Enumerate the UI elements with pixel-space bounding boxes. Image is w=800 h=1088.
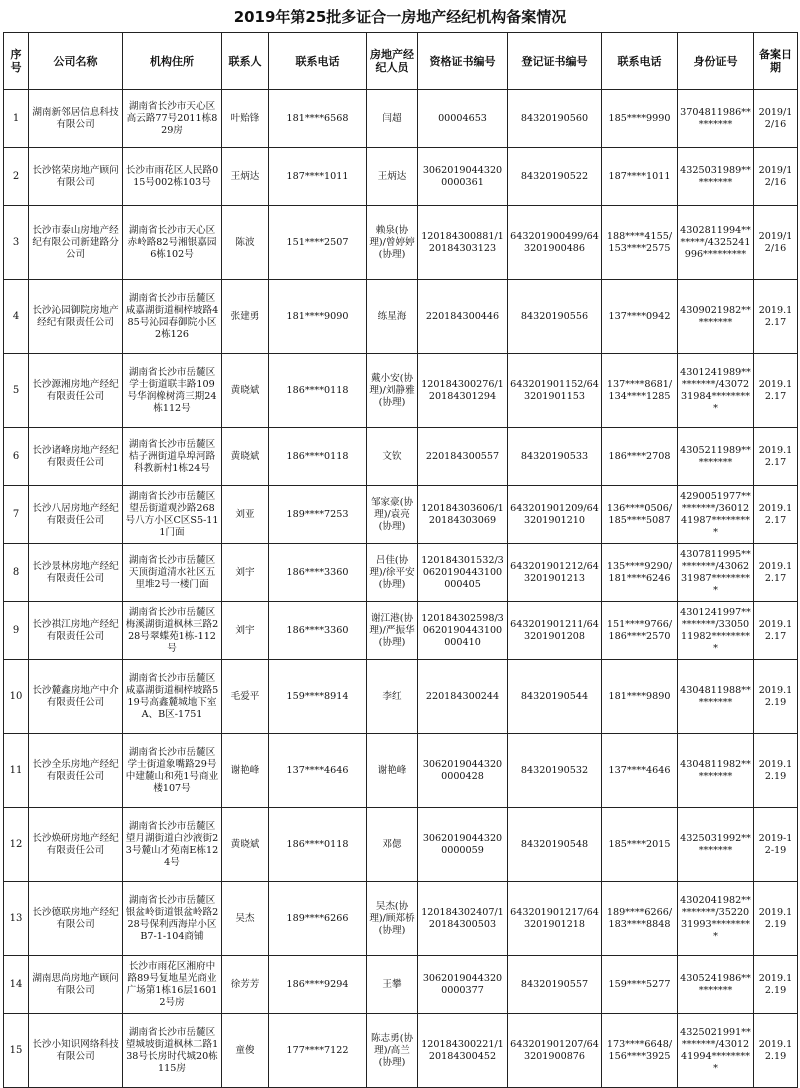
cell-no: 1 — [4, 90, 29, 148]
cell-no: 9 — [4, 602, 29, 660]
cell-address: 湖南省长沙市岳麓区学士街道联丰路109号华润橡树湾三期24栋112号 — [123, 354, 222, 428]
cell-agent-phone: 135****9290/181****6246 — [602, 544, 678, 602]
cell-phone: 151****2507 — [269, 206, 367, 280]
table-row — [4, 148, 798, 206]
cell-registration-no: 84320190556 — [508, 280, 602, 354]
table-row — [4, 660, 798, 734]
header-agent: 房地产经纪人员 — [367, 33, 418, 90]
cell-id-number: 4305211989********* — [678, 428, 754, 486]
header-address: 机构住所 — [123, 33, 222, 90]
cell-no: 7 — [4, 486, 29, 544]
cell-contact: 叶贻锋 — [222, 90, 269, 148]
table-row — [4, 1014, 798, 1088]
cell-no: 10 — [4, 660, 29, 734]
cell-no: 11 — [4, 734, 29, 808]
cell-phone: 186****0118 — [269, 808, 367, 882]
cell-qualification-no: 30620190443200000361 — [418, 148, 508, 206]
cell-filing-date: 2019.12.19 — [754, 734, 798, 808]
cell-phone: 181****6568 — [269, 90, 367, 148]
cell-contact: 黄晓斌 — [222, 808, 269, 882]
cell-no: 4 — [4, 280, 29, 354]
table-row — [4, 808, 798, 882]
cell-phone: 186****3360 — [269, 602, 367, 660]
header-registration-no: 登记证书编号 — [508, 33, 602, 90]
cell-address: 湖南省长沙市岳麓区望岳街道观沙路268号八方小区C区S5-111门面 — [123, 486, 222, 544]
cell-phone: 159****8914 — [269, 660, 367, 734]
cell-address: 湖南省长沙市岳麓区天顶街道清水社区五里堆2号一楼门面 — [123, 544, 222, 602]
cell-agent-phone: 188****4155/153****2575 — [602, 206, 678, 280]
cell-phone: 187****1011 — [269, 148, 367, 206]
cell-filing-date: 2019.12.17 — [754, 486, 798, 544]
cell-agent-phone: 189****6266/183****8848 — [602, 882, 678, 956]
cell-qualification-no: 120184303606/120184303069 — [418, 486, 508, 544]
cell-filing-date: 2019.12.17 — [754, 354, 798, 428]
cell-agent-phone: 186****2708 — [602, 428, 678, 486]
cell-company: 长沙诸峰房地产经纪有限责任公司 — [29, 428, 123, 486]
cell-company: 长沙小知识网络科技有限公司 — [29, 1014, 123, 1088]
cell-contact: 谢艳峰 — [222, 734, 269, 808]
cell-agent: 陈志勇(协理)/高兰(协理) — [367, 1014, 418, 1088]
header-filing-date: 备案日期 — [754, 33, 798, 90]
cell-id-number: 4301241989*********/4307231984********* — [678, 354, 754, 428]
cell-agent: 谢江港(协理)/严振华(协理) — [367, 602, 418, 660]
cell-address: 湖南省长沙市天心区高云路77号2011栋829房 — [123, 90, 222, 148]
cell-filing-date: 2019.12.17 — [754, 544, 798, 602]
header-no: 序号 — [4, 33, 29, 90]
cell-qualification-no: 120184301532/30620190443100000405 — [418, 544, 508, 602]
header-agent-phone: 联系电话 — [602, 33, 678, 90]
cell-agent-phone: 159****5277 — [602, 956, 678, 1014]
cell-qualification-no: 30620190443200000428 — [418, 734, 508, 808]
cell-agent: 王炳达 — [367, 148, 418, 206]
cell-agent-phone: 185****2015 — [602, 808, 678, 882]
cell-contact: 毛爱平 — [222, 660, 269, 734]
cell-agent: 吕佳(协理)/徐平安(协理) — [367, 544, 418, 602]
cell-filing-date: 2019.12.17 — [754, 428, 798, 486]
cell-agent: 邹家豪(协理)/袁亮(协理) — [367, 486, 418, 544]
page-title: 2019年第25批多证合一房地产经纪机构备案情况 — [233, 8, 567, 26]
cell-id-number: 4325031989********* — [678, 148, 754, 206]
cell-registration-no: 84320190522 — [508, 148, 602, 206]
cell-filing-date: 2019.12.19 — [754, 1014, 798, 1088]
cell-company: 长沙铭荣房地产顾问有限公司 — [29, 148, 123, 206]
cell-agent-phone: 151****9766/186****2570 — [602, 602, 678, 660]
cell-phone: 186****9294 — [269, 956, 367, 1014]
cell-agent: 戴小安(协理)/刘静雅(协理) — [367, 354, 418, 428]
cell-id-number: 4325021991*********/4301241994********* — [678, 1014, 754, 1088]
cell-filing-date: 2019.12.17 — [754, 280, 798, 354]
table-row — [4, 90, 798, 148]
cell-agent-phone: 137****4646 — [602, 734, 678, 808]
cell-phone: 189****6266 — [269, 882, 367, 956]
cell-address: 长沙市雨花区人民路015号002栋103号 — [123, 148, 222, 206]
header-qualification-no: 资格证书编号 — [418, 33, 508, 90]
cell-id-number: 4309021982********* — [678, 280, 754, 354]
cell-id-number: 4307811995*********/4306231987********* — [678, 544, 754, 602]
cell-address: 长沙市雨花区湘府中路89号复地星光商业广场第1栋16层16012号房 — [123, 956, 222, 1014]
cell-registration-no: 643201901209/643201901210 — [508, 486, 602, 544]
cell-qualification-no: 120184302598/30620190443100000410 — [418, 602, 508, 660]
cell-qualification-no: 120184300221/120184300452 — [418, 1014, 508, 1088]
cell-agent: 吴杰(协理)/顾郑桥(协理) — [367, 882, 418, 956]
cell-contact: 黄晓斌 — [222, 428, 269, 486]
cell-no: 3 — [4, 206, 29, 280]
cell-id-number: 3704811986********* — [678, 90, 754, 148]
cell-address: 湖南省长沙市岳麓区桔子洲街道阜埠河路科教新村1栋24号 — [123, 428, 222, 486]
cell-filing-date: 2019/12/16 — [754, 90, 798, 148]
cell-company: 长沙祺江房地产经纪有限责任公司 — [29, 602, 123, 660]
cell-agent: 谢艳峰 — [367, 734, 418, 808]
cell-filing-date: 2019.12.19 — [754, 956, 798, 1014]
cell-registration-no: 84320190560 — [508, 90, 602, 148]
cell-phone: 189****7253 — [269, 486, 367, 544]
table-row — [4, 428, 798, 486]
cell-filing-date: 2019/12/16 — [754, 206, 798, 280]
cell-phone: 186****3360 — [269, 544, 367, 602]
cell-registration-no: 643201900499/643201900486 — [508, 206, 602, 280]
cell-registration-no: 84320190557 — [508, 956, 602, 1014]
cell-address: 湖南省长沙市岳麓区咸嘉湖街道桐梓坡路519号高鑫麓城地下室A、B区-1751 — [123, 660, 222, 734]
cell-registration-no: 84320190548 — [508, 808, 602, 882]
cell-company: 长沙源湘房地产经纪有限责任公司 — [29, 354, 123, 428]
cell-registration-no: 643201901212/643201901213 — [508, 544, 602, 602]
cell-contact: 刘宇 — [222, 602, 269, 660]
cell-registration-no: 84320190533 — [508, 428, 602, 486]
cell-address: 湖南省长沙市岳麓区望城坡街道枫林二路138号长房时代城20栋115房 — [123, 1014, 222, 1088]
cell-qualification-no: 220184300244 — [418, 660, 508, 734]
cell-address: 湖南省长沙市岳麓区银盆岭街道银盆岭路228号保利西海岸小区B7-1-104商铺 — [123, 882, 222, 956]
cell-phone: 181****9090 — [269, 280, 367, 354]
cell-registration-no: 643201901211/643201901208 — [508, 602, 602, 660]
cell-no: 14 — [4, 956, 29, 1014]
cell-agent-phone: 187****1011 — [602, 148, 678, 206]
cell-agent: 闫超 — [367, 90, 418, 148]
cell-phone: 177****7122 — [269, 1014, 367, 1088]
cell-no: 15 — [4, 1014, 29, 1088]
cell-qualification-no: 30620190443200000059 — [418, 808, 508, 882]
cell-registration-no: 84320190544 — [508, 660, 602, 734]
cell-filing-date: 2019-12-19 — [754, 808, 798, 882]
cell-id-number: 4302041982*********/3522031993********* — [678, 882, 754, 956]
cell-no: 5 — [4, 354, 29, 428]
cell-agent-phone: 173****6648/156****3925 — [602, 1014, 678, 1088]
cell-agent: 练星海 — [367, 280, 418, 354]
cell-agent: 赖泉(协理)/曾婷婷(协理) — [367, 206, 418, 280]
table-row — [4, 354, 798, 428]
cell-no: 12 — [4, 808, 29, 882]
header-id-number: 身份证号 — [678, 33, 754, 90]
cell-contact: 童俊 — [222, 1014, 269, 1088]
cell-agent: 王攀 — [367, 956, 418, 1014]
cell-phone: 137****4646 — [269, 734, 367, 808]
cell-id-number: 4325031992********* — [678, 808, 754, 882]
table-row — [4, 734, 798, 808]
cell-filing-date: 2019.12.19 — [754, 882, 798, 956]
table-row — [4, 544, 798, 602]
filing-table — [3, 32, 798, 1088]
cell-company: 湖南新邻居信息科技有限公司 — [29, 90, 123, 148]
cell-agent: 邓偲 — [367, 808, 418, 882]
header-company: 公司名称 — [29, 33, 123, 90]
cell-company: 长沙全乐房地产经纪有限责任公司 — [29, 734, 123, 808]
cell-contact: 陈波 — [222, 206, 269, 280]
cell-registration-no: 84320190532 — [508, 734, 602, 808]
cell-company: 湖南思尚房地产顾问有限公司 — [29, 956, 123, 1014]
table-row — [4, 602, 798, 660]
header-contact: 联系人 — [222, 33, 269, 90]
table-row — [4, 956, 798, 1014]
cell-contact: 黄晓斌 — [222, 354, 269, 428]
cell-company: 长沙八居房地产经纪有限责任公司 — [29, 486, 123, 544]
cell-address: 湖南省长沙市岳麓区学士街道象嘴路29号中建麓山和苑1号商业楼107号 — [123, 734, 222, 808]
cell-filing-date: 2019.12.17 — [754, 602, 798, 660]
cell-address: 湖南省长沙市天心区赤岭路82号湘银嘉园6栋102号 — [123, 206, 222, 280]
cell-qualification-no: 120184300881/120184303123 — [418, 206, 508, 280]
cell-id-number: 4305241986********* — [678, 956, 754, 1014]
cell-company: 长沙市泰山房地产经纪有限公司新建路分公司 — [29, 206, 123, 280]
header-phone: 联系电话 — [269, 33, 367, 90]
table-row — [4, 206, 798, 280]
cell-registration-no: 643201901152/643201901153 — [508, 354, 602, 428]
cell-no: 13 — [4, 882, 29, 956]
cell-phone: 186****0118 — [269, 428, 367, 486]
cell-contact: 刘宇 — [222, 544, 269, 602]
cell-agent-phone: 137****8681/134****1285 — [602, 354, 678, 428]
cell-agent: 李红 — [367, 660, 418, 734]
cell-contact: 刘亚 — [222, 486, 269, 544]
cell-registration-no: 643201901217/643201901218 — [508, 882, 602, 956]
cell-address: 湖南省长沙市岳麓区梅溪湖街道枫林三路228号翠蝶苑1栋-112号 — [123, 602, 222, 660]
cell-qualification-no: 220184300557 — [418, 428, 508, 486]
cell-contact: 王炳达 — [222, 148, 269, 206]
cell-agent-phone: 136****0506/185****5087 — [602, 486, 678, 544]
cell-id-number: 4302811994*******/4325241996********* — [678, 206, 754, 280]
cell-company: 长沙景林房地产经纪有限责任公司 — [29, 544, 123, 602]
cell-agent-phone: 137****0942 — [602, 280, 678, 354]
cell-address: 湖南省长沙市岳麓区咸嘉湖街道桐梓坡路485号沁园春御院小区2栋126 — [123, 280, 222, 354]
cell-qualification-no: 220184300446 — [418, 280, 508, 354]
cell-id-number: 4304811988********* — [678, 660, 754, 734]
cell-id-number: 4304811982********* — [678, 734, 754, 808]
cell-no: 8 — [4, 544, 29, 602]
cell-phone: 186****0118 — [269, 354, 367, 428]
cell-qualification-no: 00004653 — [418, 90, 508, 148]
cell-address: 湖南省长沙市岳麓区望月湖街道白沙液街23号麓山才苑南E栋124号 — [123, 808, 222, 882]
cell-company: 长沙麓鑫房地产中介有限责任公司 — [29, 660, 123, 734]
table-row — [4, 882, 798, 956]
cell-company: 长沙焕研房地产经纪有限责任公司 — [29, 808, 123, 882]
table-row — [4, 486, 798, 544]
cell-company: 长沙德联房地产经纪有限公司 — [29, 882, 123, 956]
header-row — [4, 33, 798, 90]
cell-filing-date: 2019/12/16 — [754, 148, 798, 206]
cell-id-number: 4301241997*********/3305011982********* — [678, 602, 754, 660]
cell-registration-no: 643201901207/643201900876 — [508, 1014, 602, 1088]
cell-no: 2 — [4, 148, 29, 206]
table-row — [4, 280, 798, 354]
cell-contact: 张建勇 — [222, 280, 269, 354]
cell-id-number: 4290051977*********/3601241987********* — [678, 486, 754, 544]
cell-no: 6 — [4, 428, 29, 486]
cell-qualification-no: 120184302407/120184300503 — [418, 882, 508, 956]
cell-agent-phone: 181****9890 — [602, 660, 678, 734]
cell-agent: 文钦 — [367, 428, 418, 486]
cell-agent-phone: 185****9990 — [602, 90, 678, 148]
cell-qualification-no: 120184300276/120184301294 — [418, 354, 508, 428]
cell-contact: 吴杰 — [222, 882, 269, 956]
cell-contact: 徐芳芳 — [222, 956, 269, 1014]
cell-company: 长沙沁园御院房地产经纪有限责任公司 — [29, 280, 123, 354]
cell-filing-date: 2019.12.19 — [754, 660, 798, 734]
cell-qualification-no: 30620190443200000377 — [418, 956, 508, 1014]
